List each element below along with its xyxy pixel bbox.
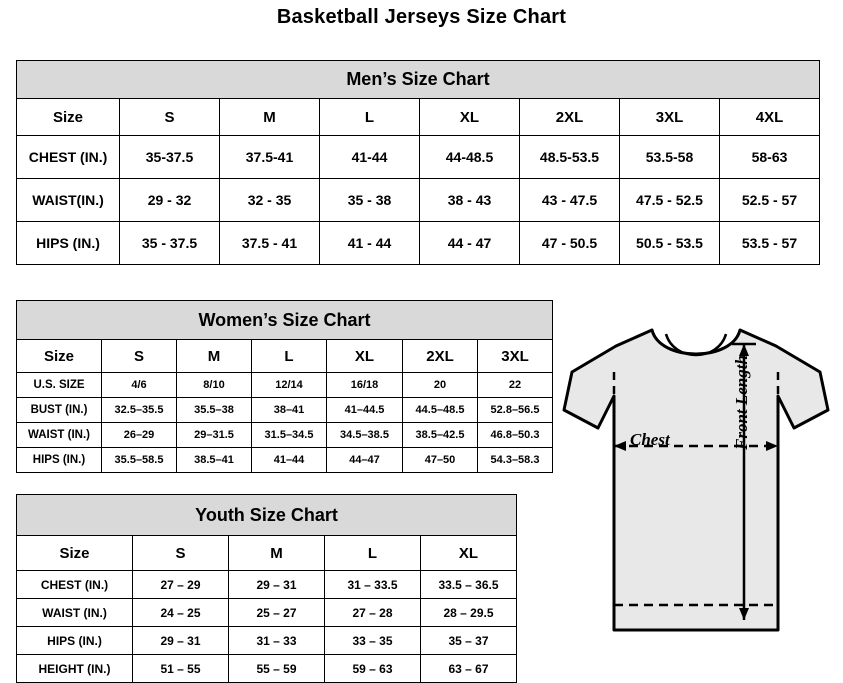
table-cell: 44.5–48.5 [403, 398, 478, 423]
table-cell: 22 [478, 373, 553, 398]
row-label: CHEST (IN.) [17, 136, 120, 179]
column-header: XL [421, 536, 517, 571]
front-length-measurement-label: Front Length [732, 355, 751, 450]
table-cell: 31 – 33 [229, 627, 325, 655]
column-header: XL [327, 340, 403, 373]
row-label: WAIST(IN.) [17, 179, 120, 222]
row-label: WAIST (IN.) [17, 599, 133, 627]
column-header: 3XL [620, 99, 720, 136]
table-cell: 41–44 [252, 448, 327, 473]
table-cell: 24 – 25 [133, 599, 229, 627]
table-cell: 26–29 [102, 423, 177, 448]
column-header: Size [17, 340, 102, 373]
chest-measurement-label: Chest [630, 430, 670, 449]
table-cell: 32 - 35 [220, 179, 320, 222]
table-cell: 46.8–50.3 [478, 423, 553, 448]
table-cell: 29 - 32 [120, 179, 220, 222]
youth-chart-caption: Youth Size Chart [17, 495, 517, 536]
column-header: S [120, 99, 220, 136]
table-row [17, 599, 517, 627]
table-row [17, 398, 553, 423]
column-header: 3XL [478, 340, 553, 373]
table-cell: 38–41 [252, 398, 327, 423]
table-cell: 31 – 33.5 [325, 571, 421, 599]
table-cell: 37.5 - 41 [220, 222, 320, 265]
table-row [17, 655, 517, 683]
table-row [17, 222, 820, 265]
table-cell: 52.5 - 57 [720, 179, 820, 222]
table-cell: 35 - 38 [320, 179, 420, 222]
mens-size-chart-table [16, 60, 820, 265]
table-cell: 47–50 [403, 448, 478, 473]
table-cell: 63 – 67 [421, 655, 517, 683]
table-cell: 33 – 35 [325, 627, 421, 655]
table-cell: 38.5–42.5 [403, 423, 478, 448]
table-row [17, 448, 553, 473]
table-row [17, 571, 517, 599]
table-cell: 38.5–41 [177, 448, 252, 473]
table-cell: 41-44 [320, 136, 420, 179]
table-cell: 4/6 [102, 373, 177, 398]
table-cell: 35.5–38 [177, 398, 252, 423]
table-row [17, 373, 553, 398]
table-cell: 38 - 43 [420, 179, 520, 222]
column-header: 2XL [520, 99, 620, 136]
table-cell: 59 – 63 [325, 655, 421, 683]
page-title: Basketball Jerseys Size Chart [276, 6, 567, 28]
column-header: L [252, 340, 327, 373]
table-cell: 12/14 [252, 373, 327, 398]
table-cell: 27 – 29 [133, 571, 229, 599]
table-cell: 44 - 47 [420, 222, 520, 265]
jersey-illustration-icon [556, 300, 836, 670]
table-cell: 44-48.5 [420, 136, 520, 179]
table-cell: 51 – 55 [133, 655, 229, 683]
table-cell: 33.5 – 36.5 [421, 571, 517, 599]
table-cell: 20 [403, 373, 478, 398]
table-header-row [17, 99, 820, 136]
table-cell: 29 – 31 [229, 571, 325, 599]
mens-chart-caption: Men’s Size Chart [17, 61, 820, 99]
column-header: S [102, 340, 177, 373]
table-cell: 34.5–38.5 [327, 423, 403, 448]
column-header: Size [17, 99, 120, 136]
row-label: HIPS (IN.) [17, 448, 102, 473]
table-cell: 53.5 - 57 [720, 222, 820, 265]
shirt-measurement-diagram [556, 300, 836, 670]
table-cell: 8/10 [177, 373, 252, 398]
table-cell: 35 - 37.5 [120, 222, 220, 265]
column-header: 4XL [720, 99, 820, 136]
row-label: HIPS (IN.) [17, 627, 133, 655]
table-cell: 31.5–34.5 [252, 423, 327, 448]
table-cell: 32.5–35.5 [102, 398, 177, 423]
table-cell: 27 – 28 [325, 599, 421, 627]
table-cell: 25 – 27 [229, 599, 325, 627]
table-cell: 52.8–56.5 [478, 398, 553, 423]
row-label: U.S. SIZE [17, 373, 102, 398]
table-cell: 29 – 31 [133, 627, 229, 655]
youth-size-chart-table [16, 494, 517, 683]
row-label: HIPS (IN.) [17, 222, 120, 265]
row-label: HEIGHT (IN.) [17, 655, 133, 683]
table-caption-row [17, 495, 517, 536]
column-header: Size [17, 536, 133, 571]
row-label: BUST (IN.) [17, 398, 102, 423]
column-header: S [133, 536, 229, 571]
table-cell: 47.5 - 52.5 [620, 179, 720, 222]
table-cell: 16/18 [327, 373, 403, 398]
row-label: WAIST (IN.) [17, 423, 102, 448]
column-header: M [177, 340, 252, 373]
table-cell: 29–31.5 [177, 423, 252, 448]
table-header-row [17, 340, 553, 373]
column-header: M [229, 536, 325, 571]
row-label: CHEST (IN.) [17, 571, 133, 599]
table-row [17, 423, 553, 448]
column-header: L [320, 99, 420, 136]
womens-chart-caption: Women’s Size Chart [17, 301, 553, 340]
womens-size-chart-table [16, 300, 553, 473]
table-cell: 28 – 29.5 [421, 599, 517, 627]
table-row [17, 179, 820, 222]
table-cell: 50.5 - 53.5 [620, 222, 720, 265]
column-header: XL [420, 99, 520, 136]
table-cell: 48.5-53.5 [520, 136, 620, 179]
table-cell: 58-63 [720, 136, 820, 179]
table-cell: 53.5-58 [620, 136, 720, 179]
column-header: L [325, 536, 421, 571]
table-caption-row [17, 301, 553, 340]
table-cell: 41–44.5 [327, 398, 403, 423]
column-header: M [220, 99, 320, 136]
table-cell: 35 – 37 [421, 627, 517, 655]
table-row [17, 627, 517, 655]
column-header: 2XL [403, 340, 478, 373]
table-cell: 37.5-41 [220, 136, 320, 179]
table-cell: 55 – 59 [229, 655, 325, 683]
table-cell: 35.5–58.5 [102, 448, 177, 473]
table-cell: 43 - 47.5 [520, 179, 620, 222]
table-cell: 47 - 50.5 [520, 222, 620, 265]
table-cell: 44–47 [327, 448, 403, 473]
table-caption-row [17, 61, 820, 99]
table-header-row [17, 536, 517, 571]
table-row [17, 136, 820, 179]
table-cell: 54.3–58.3 [478, 448, 553, 473]
table-cell: 41 - 44 [320, 222, 420, 265]
table-cell: 35-37.5 [120, 136, 220, 179]
